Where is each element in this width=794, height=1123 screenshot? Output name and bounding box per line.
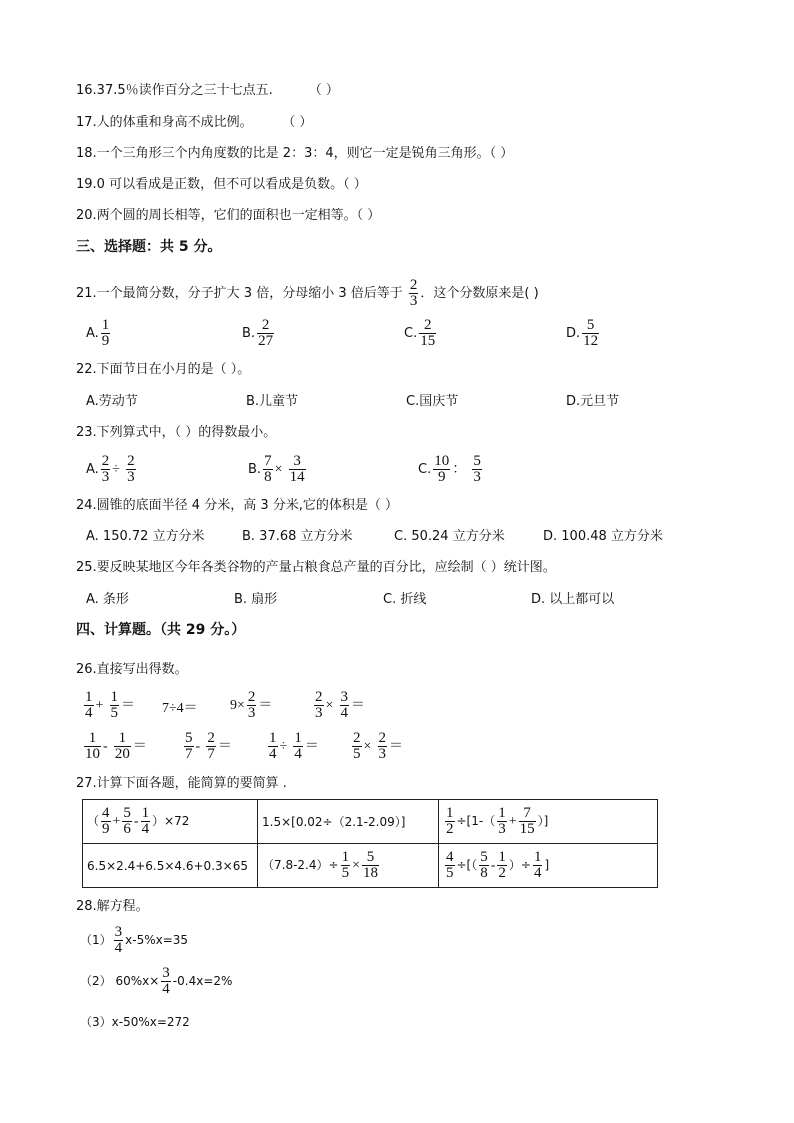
calc-cell-5: （7.8-2.4）÷ $\frac{1}{5}$ × $\frac{5}{18}$ — [258, 844, 439, 888]
question-19: 19.0 可以看成是正数，但不可以看成是负数。（ ） — [76, 177, 367, 192]
q23-option-c[interactable]: C. $\frac{10}{9}$ ： $\frac{5}{3}$ — [418, 453, 481, 485]
calc-cell-4: 6.5×2.4+6.5×4.6+0.3×65 — [83, 844, 258, 888]
q26-expr-7: $\frac{1}{4}$ ÷ $\frac{1}{4}$ ＝ — [269, 730, 319, 762]
calculation-table — [82, 799, 658, 888]
equation-2: （2） 60%x× $\frac{3}{4}$ -0.4x=2% — [80, 965, 233, 997]
answer-paren: （ ） — [308, 83, 339, 98]
question-18: 18.一个三角形三个内角度数的比是 2：3：4，则它一定是锐角三角形。（ ） — [76, 146, 514, 161]
q25-option-c[interactable]: C. 折线 — [383, 592, 427, 607]
q26-expr-5: $\frac{1}{10}$ - $\frac{1}{20}$ ＝ — [85, 730, 147, 762]
q24-option-c[interactable]: C. 50.24 立方分米 — [394, 529, 505, 544]
q22-option-a[interactable]: A.劳动节 — [86, 394, 138, 409]
q24-option-d[interactable]: D. 100.48 立方分米 — [543, 529, 663, 544]
equation-3: （3）x-50%x=272 — [80, 1015, 190, 1029]
question-28: 28.解方程。 — [76, 899, 149, 914]
question-16: 16.37.5％读作百分之三十七点五. （ ） — [76, 83, 339, 98]
question-21: 21.一个最简分数，分子扩大 3 倍，分母缩小 3 倍后等于 $\frac{2}{3}$ ．这个分数原来是( ) — [76, 277, 539, 309]
question-23: 23.下列算式中，（ ）的得数最小。 — [76, 425, 277, 440]
q22-option-c[interactable]: C.国庆节 — [406, 394, 459, 409]
question-22: 22.下面节日在小月的是（ ）。 — [76, 362, 251, 377]
section-3-title: 三、选择题：共 5 分。 — [76, 239, 222, 255]
section-4-title: 四、计算题。（共 29 分。） — [76, 622, 246, 638]
q24-option-b[interactable]: B. 37.68 立方分米 — [242, 529, 353, 544]
fraction: $\frac{2}{3}$ — [409, 277, 418, 309]
question-20: 20.两个圆的周长相等，它们的面积也一定相等。（ ） — [76, 208, 381, 223]
q23-option-b[interactable]: B. $\frac{7}{8}$ × $\frac{3}{14}$ — [248, 453, 305, 485]
q26-expr-4: $\frac{2}{3}$ × $\frac{3}{4}$ ＝ — [315, 689, 366, 721]
q25-option-d[interactable]: D. 以上都可以 — [531, 592, 615, 607]
question-26: 26.直接写出得数。 — [76, 662, 188, 677]
equation-1: （1） $\frac{3}{4}$ x-5%x=35 — [80, 924, 189, 956]
calc-cell-6: $\frac{4}{5}$ ÷[（ $\frac{5}{8}$ - $\frac{1}{2}$ ）÷ $\frac{1}{4}$ ] — [439, 844, 658, 888]
q21-option-d[interactable]: D. $\frac{5}{12}$ — [566, 317, 599, 349]
calc-cell-2: 1.5×[0.02÷（2.1-2.09）] — [258, 800, 439, 844]
question-17: 17.人的体重和身高不成比例。 （ ） — [76, 115, 313, 130]
answer-paren: （ ） — [288, 115, 313, 130]
q26-expr-6: $\frac{5}{7}$ - $\frac{2}{7}$ ＝ — [185, 730, 232, 762]
calc-cell-3: $\frac{1}{2}$ ÷[1-（ $\frac{1}{3}$ + $\frac{7}{15}$ ）] — [439, 800, 658, 844]
q25-option-b[interactable]: B. 扇形 — [234, 592, 278, 607]
question-24: 24.圆锥的底面半径 4 分米，高 3 分米,它的体积是（ ） — [76, 498, 399, 513]
q21-option-b[interactable]: B. $\frac{2}{27}$ — [242, 317, 274, 349]
calc-cell-1: （ $\frac{4}{9}$ + $\frac{5}{6}$ - $\frac{1}{4}$ ）×72 — [83, 800, 258, 844]
q22-option-b[interactable]: B.儿童节 — [246, 394, 299, 409]
question-27: 27.计算下面各题，能简算的要简算 . — [76, 776, 287, 791]
q21-option-a[interactable]: A. $\frac{1}{9}$ — [86, 317, 110, 349]
q26-expr-8: $\frac{2}{5}$ × $\frac{2}{3}$ ＝ — [353, 730, 404, 762]
q21-option-c[interactable]: C. $\frac{2}{15}$ — [404, 317, 436, 349]
q25-option-a[interactable]: A. 条形 — [86, 592, 129, 607]
q23-option-a[interactable]: A. $\frac{2}{3}$ ÷ $\frac{2}{3}$ — [86, 453, 135, 485]
q22-option-d[interactable]: D.元旦节 — [566, 394, 620, 409]
q26-expr-3: 9× $\frac{2}{3}$ ＝ — [230, 689, 273, 721]
question-25: 25.要反映某地区今年各类谷物的产量占粮食总产量的百分比，应绘制（ ）统计图。 — [76, 560, 556, 575]
q24-option-a[interactable]: A. 150.72 立方分米 — [86, 529, 205, 544]
q26-expr-1: $\frac{1}{4}$ + $\frac{1}{5}$ ＝ — [85, 689, 136, 721]
q26-expr-2: 7÷4＝ — [162, 701, 198, 716]
